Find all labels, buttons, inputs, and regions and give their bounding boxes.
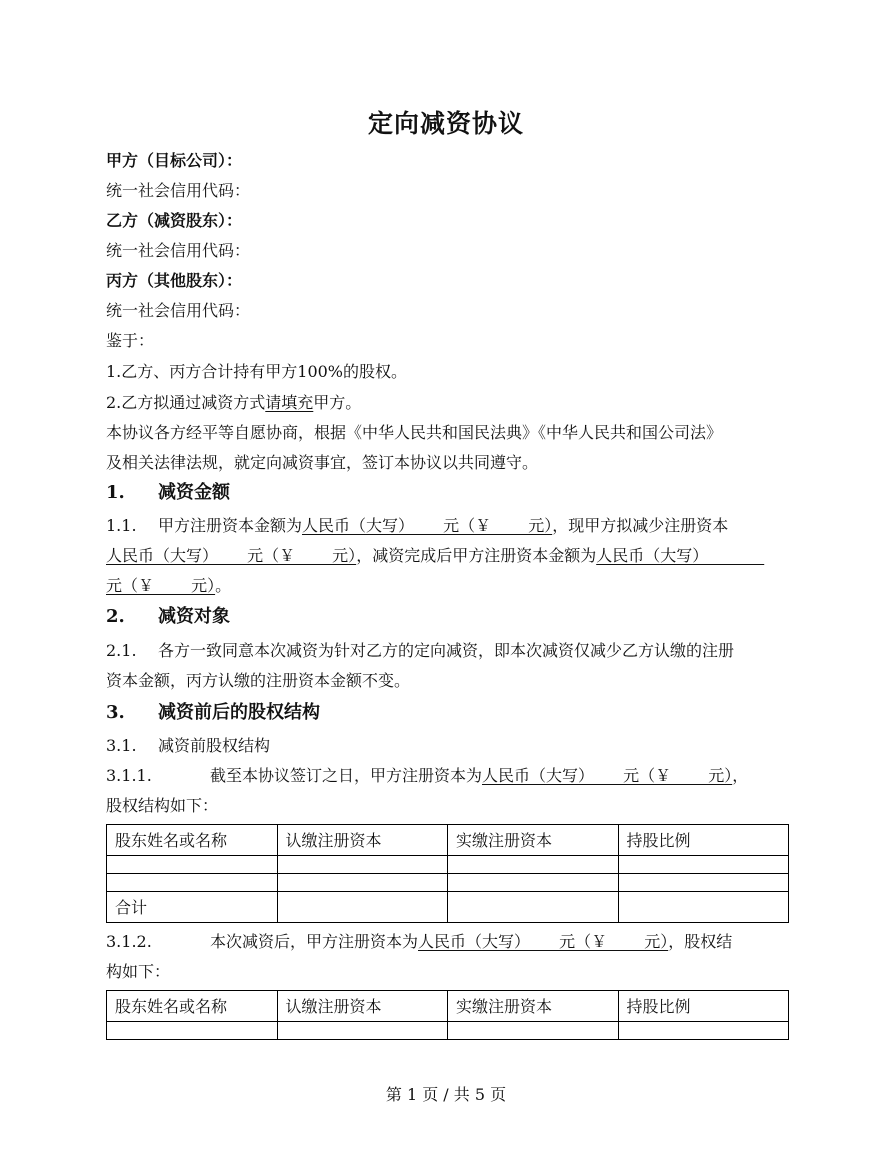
table-cell[interactable]: [277, 856, 448, 874]
clause-2-1-line-1: [106, 641, 734, 661]
table-cell[interactable]: [277, 892, 448, 923]
clause-number: 1.1.: [106, 516, 137, 535]
fill-placeholder[interactable]: 请填充: [265, 393, 314, 412]
clause-3-1-1-line-1: [106, 766, 748, 786]
table-header: 认缴注册资本: [277, 991, 448, 1022]
table-header: 认缴注册资本: [277, 825, 448, 856]
section-3-heading: [106, 703, 320, 723]
clause-text: 本次减资后，甲方注册资本为: [210, 932, 419, 951]
table-row: [107, 1022, 789, 1040]
amount-blank[interactable]: 人民币（大写） 元（￥ 元）: [106, 546, 357, 565]
table-header-row: [107, 991, 789, 1022]
clause-text: ，现甲方拟减少注册资本: [552, 516, 729, 535]
amount-blank[interactable]: 元（￥ 元）: [106, 576, 216, 595]
intro-line-2: 及相关法律法规，就定向减资事宜，签订本协议以共同遵守。: [106, 453, 539, 472]
table-cell[interactable]: [448, 874, 619, 892]
table-cell[interactable]: [107, 856, 278, 874]
equity-table-before: [106, 824, 789, 923]
clause-1-1-line-2: [106, 546, 764, 566]
section-title: 减资金额: [158, 482, 230, 503]
clause-number: 3.1.: [106, 736, 137, 755]
clause-text: 减资前股权结构: [158, 736, 271, 755]
intro-line-1: 本协议各方经平等自愿协商，根据《中华人民共和国民法典》《中华人民共和国公司法》: [106, 423, 723, 442]
section-number: 3.: [106, 702, 125, 723]
table-header: 股东姓名或名称: [107, 991, 278, 1022]
clause-text: 截至本协议签订之日，甲方注册资本为: [210, 766, 483, 785]
clause-3-1-2-line-2: 构如下：: [106, 962, 171, 981]
whereas-label: 鉴于：: [106, 331, 155, 350]
clause-text: 甲方注册资本金额为: [158, 516, 303, 535]
section-number: 1.: [106, 482, 125, 503]
table-cell[interactable]: [448, 892, 619, 923]
table-cell[interactable]: [277, 874, 448, 892]
clause-text: ，: [732, 766, 749, 785]
party-c-label: 丙方（其他股东）：: [106, 271, 243, 290]
section-number: 2.: [106, 606, 125, 627]
table-header: 实缴注册资本: [448, 991, 619, 1022]
table-header-row: [107, 825, 789, 856]
table-cell-total-label: 合计: [107, 892, 278, 923]
party-a-credit-code: 统一社会信用代码：: [106, 181, 251, 200]
clause-number: 3.1.1.: [106, 766, 152, 785]
section-title: 减资对象: [158, 606, 230, 627]
table-header: 持股比例: [618, 825, 789, 856]
party-a-label: 甲方（目标公司）：: [106, 151, 243, 170]
amount-blank[interactable]: 人民币（大写） 元（￥ 元）: [302, 516, 553, 535]
table-total-row: [107, 892, 789, 923]
table-cell[interactable]: [107, 874, 278, 892]
table-header: 持股比例: [618, 991, 789, 1022]
clause-text: ，股权结: [668, 932, 733, 951]
whereas-item-2: [106, 393, 361, 413]
equity-table-after: [106, 990, 789, 1040]
clause-1-1-line-1: [106, 516, 728, 536]
party-c-credit-code: 统一社会信用代码：: [106, 301, 251, 320]
clause-text: 各方一致同意本次减资为针对乙方的定向减资，即本次减资仅减少乙方认缴的注册: [158, 641, 735, 660]
whereas-item-1: 1.乙方、丙方合计持有甲方100%的股权。: [106, 362, 408, 381]
clause-3-1-2-line-1: [106, 932, 732, 952]
clause-3-1-1-line-2: 股权结构如下：: [106, 796, 219, 815]
amount-blank[interactable]: 人民币（大写） 元（￥ 元）: [482, 766, 733, 785]
table-cell[interactable]: [448, 856, 619, 874]
table-row: [107, 856, 789, 874]
whereas-item-2-tail: 甲方。: [313, 393, 362, 412]
clause-text: ，减资完成后甲方注册资本金额为: [356, 546, 597, 565]
clause-number: 2.1.: [106, 641, 137, 660]
table-cell[interactable]: [618, 892, 789, 923]
table-cell[interactable]: [107, 1022, 278, 1040]
table-cell[interactable]: [618, 874, 789, 892]
page-footer: 第 1 页 / 共 5 页: [385, 1085, 507, 1104]
document-title: 定向减资协议: [367, 109, 524, 138]
table-cell[interactable]: [618, 856, 789, 874]
table-header: 实缴注册资本: [448, 825, 619, 856]
clause-text: 。: [215, 576, 232, 595]
table-header: 股东姓名或名称: [107, 825, 278, 856]
amount-blank[interactable]: 人民币（大写）: [596, 546, 765, 565]
party-b-credit-code: 统一社会信用代码：: [106, 241, 251, 260]
clause-2-1-line-2: 资本金额，丙方认缴的注册资本金额不变。: [106, 671, 411, 690]
table-cell[interactable]: [277, 1022, 448, 1040]
section-1-heading: [106, 483, 230, 503]
section-2-heading: [106, 607, 230, 627]
amount-blank[interactable]: 人民币（大写） 元（￥ 元）: [418, 932, 669, 951]
subsection-3-1: [106, 736, 270, 756]
table-row: [107, 874, 789, 892]
section-title: 减资前后的股权结构: [158, 702, 320, 723]
whereas-item-2-text: 2.乙方拟通过减资方式: [106, 393, 266, 412]
clause-number: 3.1.2.: [106, 932, 152, 951]
party-b-label: 乙方（减资股东）：: [106, 211, 243, 230]
table-cell[interactable]: [618, 1022, 789, 1040]
clause-1-1-line-3: [106, 576, 231, 596]
table-cell[interactable]: [448, 1022, 619, 1040]
